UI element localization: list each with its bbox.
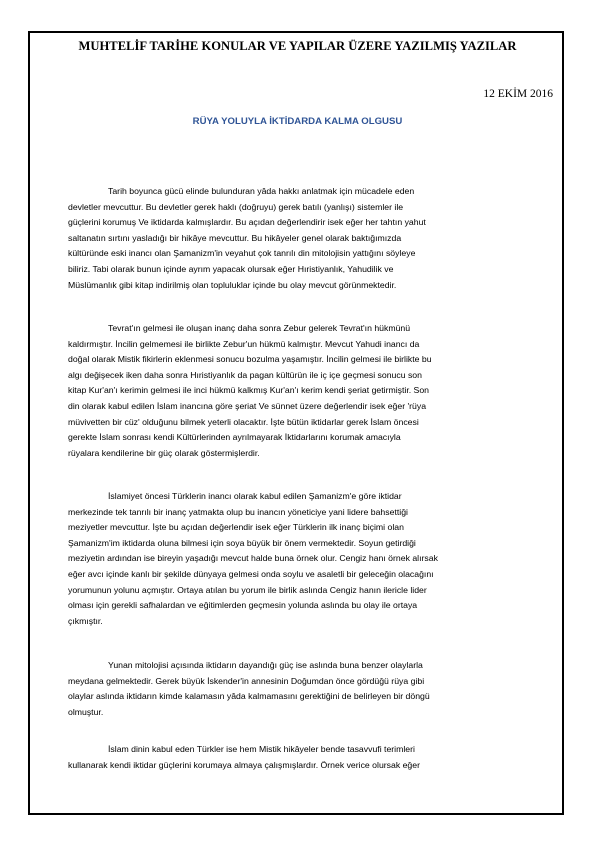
paragraph-line: din olarak kabul edilen İslam inancına göre şeriat Ve sünnet üzere değerlendir isek eğer 'rüya bbox=[68, 400, 427, 411]
paragraph-line: İslamiyet öncesi Türklerin inancı olarak kabul edilen Şamanizm'e göre iktidar bbox=[108, 491, 402, 501]
paragraph-line: olması için gerekli safhalardan ve eğitimlerden geçmesin yolunda aslında bu olay ile ortaya bbox=[68, 600, 418, 611]
paragraph-line: meziyetin ardından ise bireyin yaşadığı mevcut halde buna örnek olur. Cengiz hanı örnek alırsak bbox=[68, 553, 438, 564]
paragraph-3 bbox=[68, 489, 524, 629]
paragraph-line: Yunan mitolojisi açısında iktidarın dayandığı güç ise aslında buna benzer olaylarla bbox=[108, 660, 423, 670]
paragraph-4 bbox=[68, 658, 524, 720]
paragraph-line: meziyetler mevcuttur. İşte bu açıdan değerlendir isek eğer Türklerin ilk inanç biçimi olan bbox=[68, 522, 404, 533]
paragraph-5 bbox=[68, 742, 524, 773]
paragraph-line: olaylar aslında iktidarın kimde kalamasın yâda kalmamasını gerektiğini de belirleyen bir döngü bbox=[68, 691, 430, 702]
article-heading: RÜYA YOLUYLA İKTİDARDA KALMA OLGUSU bbox=[192, 116, 403, 127]
paragraph-line: biliriz. Tabi olarak bunun içinde ayrım yapacak olursak eğer Hıristiyanlık, Yahudilik ve bbox=[68, 263, 394, 274]
paragraph-line: yorumunun yolunu açmıştır. Ortaya atılan bu yorum ile birlik aslında Cengiz hanın ilericle lider bbox=[68, 584, 427, 595]
paragraph-line: müvivetten bir cüz' olduğunu bilmek yeterli olacaktır. İşte bütün iktidarlar gerek İslam öncesi bbox=[68, 416, 419, 427]
paragraph-line: çıkmıştır. bbox=[68, 615, 103, 626]
paragraph-line: Tevrat'ın gelmesi ile oluşan inanç daha sonra Zebur gelerek Tevrat'ın hükmünü bbox=[108, 323, 411, 333]
paragraph-line: Müslümanlık gibi kitap indirilmiş olan topluluklar içinde bu olay mevcut görünmektedir. bbox=[68, 279, 397, 290]
paragraph-line: kullanarak kendi iktidar güçlerini korumaya almaya çalışmışlardır. Örnek verice olursak eğer bbox=[68, 759, 420, 770]
paragraph-2 bbox=[68, 321, 524, 461]
paragraph-line: güçlerini korumuş Ve iktidarda kalmışlardır. Bu açıdan değerlendirir isek eğer her tahtın yahut bbox=[68, 217, 426, 228]
paragraph-line: İslam dinin kabul eden Türkler ise hem Mistik hikâyeler bende tasavvufi terimleri bbox=[108, 744, 415, 754]
paragraph-line: meydana gelmektedir. Gerek büyük İskender'in annesinin Doğumdan önce gördüğü rüya gibi bbox=[68, 675, 425, 686]
paragraph-line: kitap Kur'an'ı kerimin gelmesi ile inci hükmü kalkmış Kur'an'ı kerim kendi şeriat getirmiştir. Son bbox=[68, 385, 430, 396]
paragraph-line: kaldırmıştır. İncilin gelmemesi ile birlikte Zebur'un hükmü kalmıştır. Mevcut Yahudi inancı da bbox=[68, 338, 420, 349]
paragraph-line: algı değişecek iken daha sonra Hıristiyanlık da pagan kültürün ile iç içe geçmesi sonucu son bbox=[68, 369, 422, 380]
paragraph-line: Şamanizm'im iktidarda oluna bilmesi için soya büyük bir önem vermektedir. Soyun getirdiği bbox=[68, 537, 416, 548]
paragraph-line: olmuştur. bbox=[68, 706, 104, 717]
paragraph-1 bbox=[68, 184, 524, 293]
paragraph-line: gerekte İslam sonrası kendi Kültürlerinden ayrılmayarak İktidarlarını korumak amacıyla bbox=[68, 432, 401, 443]
document-title: MUHTELİF TARİHE KONULAR VE YAPILAR ÜZERE YAZILMIŞ YAZILAR bbox=[78, 39, 517, 53]
paragraph-line: kültüründe eski inancı olan Şamanizm'in veyahut çok tanrılı din mitolojisin yattığını söyleye bbox=[68, 248, 416, 259]
paragraph-line: Tarih boyunca gücü elinde bulunduran yâda hakkı anlatmak için mücadele eden bbox=[108, 186, 415, 196]
paragraph-line: saltanatın sırtını yasladığı bir hikâye mevcuttur. Bu hikâyeler genel olarak baktığımızda bbox=[68, 232, 402, 243]
paragraph-line: rüyalara kendilerine bir güç olarak göstermişlerdir. bbox=[68, 447, 260, 458]
paragraph-line: doğal olarak Mistik fikirlerin eklenmesi sonucu bozulma yaşamıştır. İncilin gelmesi ile birlikte bu bbox=[68, 354, 432, 365]
paragraph-line: merkezinde tek tanrılı bir inanç yatmakta olup bu inancın yöneticiye yani lidere bahsettiği bbox=[68, 506, 408, 517]
paragraph-line: devletler mevcuttur. Bu devletler gerek haklı (doğruyu) gerek batılı (yanlışı) sistemler ile bbox=[68, 201, 404, 212]
paragraph-line: eğer avcı içinde kanlı bir şekilde dünyaya gelmesi onda soylu ve asaletli bir geleceğin olacağını bbox=[68, 568, 434, 579]
document-date: 12 EKİM 2016 bbox=[483, 88, 553, 100]
